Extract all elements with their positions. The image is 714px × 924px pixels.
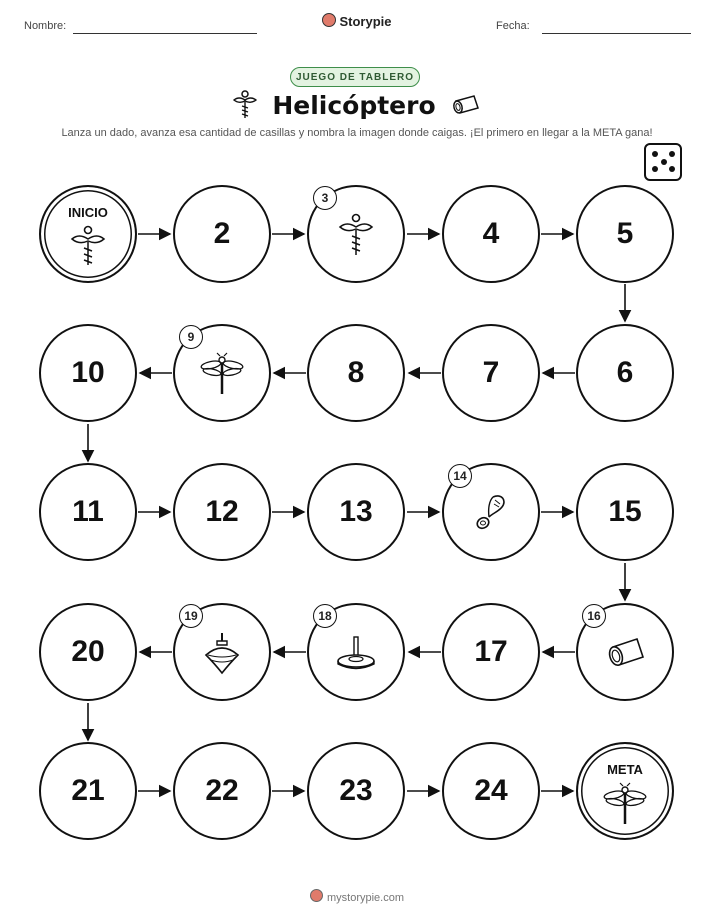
dragonfly-icon xyxy=(603,782,647,826)
corkscrew-icon xyxy=(66,225,110,269)
footer-url[interactable]: mystorypie.com xyxy=(326,892,405,904)
spinning-top-icon xyxy=(200,631,244,675)
cell-badge: 3 xyxy=(313,186,337,210)
cell-badge: 9 xyxy=(179,325,203,349)
board-cell-17 xyxy=(442,603,540,701)
board-cell-20 xyxy=(39,603,137,701)
dragonfly-icon xyxy=(200,352,244,396)
brand-name: Storypie xyxy=(339,14,392,29)
instructions: Lanza un dado, avanza esa cantidad de casillas y nombra la imagen donde caigas. ¡El primero en llegar a la META gana! xyxy=(61,127,653,139)
category-badge: JUEGO DE TABLERO xyxy=(290,67,420,87)
board-cell-3 xyxy=(307,185,405,283)
cell-number: 20 xyxy=(71,635,105,668)
cell-number: 21 xyxy=(71,774,105,807)
board-cell-11 xyxy=(39,463,137,561)
cell-number: 13 xyxy=(339,495,373,528)
tube-icon xyxy=(603,631,647,675)
cell-number: 17 xyxy=(474,635,508,668)
footer xyxy=(0,889,714,904)
board-cell-7 xyxy=(442,324,540,422)
cell-badge: 16 xyxy=(582,604,606,628)
cell-number: 2 xyxy=(213,217,231,250)
cell-number: 6 xyxy=(616,356,634,389)
cell-badge: 14 xyxy=(448,464,472,488)
page-title: Helicóptero xyxy=(272,90,436,120)
spinning-disc-icon xyxy=(334,631,378,675)
board-cell-19 xyxy=(173,603,271,701)
start-label: INICIO xyxy=(68,205,108,220)
board-cell-12 xyxy=(173,463,271,561)
board-cell-21 xyxy=(39,742,137,840)
board-cell-8 xyxy=(307,324,405,422)
board-cell-13 xyxy=(307,463,405,561)
board-cell-15 xyxy=(576,463,674,561)
board-cell-2 xyxy=(173,185,271,283)
cell-number: 7 xyxy=(482,356,500,389)
board-cell-6 xyxy=(576,324,674,422)
cell-number: 10 xyxy=(71,356,105,389)
goal-label: META xyxy=(607,762,643,777)
board-cell-9 xyxy=(173,324,271,422)
board-cell-23 xyxy=(307,742,405,840)
cell-number: 5 xyxy=(616,217,634,250)
cell-number: 4 xyxy=(482,217,500,250)
board-cell-14 xyxy=(442,463,540,561)
start-cell xyxy=(39,185,137,283)
cell-badge: 18 xyxy=(313,604,337,628)
cell-badge: 19 xyxy=(179,604,203,628)
corkscrew-icon xyxy=(334,213,378,257)
board-cell-5 xyxy=(576,185,674,283)
cell-number: 15 xyxy=(608,495,642,528)
storypie-logo-icon xyxy=(310,889,323,902)
board-cell-16 xyxy=(576,603,674,701)
cell-number: 22 xyxy=(205,774,239,807)
board-cell-4 xyxy=(442,185,540,283)
goal-cell xyxy=(576,742,674,840)
cell-number: 8 xyxy=(347,356,365,389)
board-cell-24 xyxy=(442,742,540,840)
board-cell-22 xyxy=(173,742,271,840)
board-cell-10 xyxy=(39,324,137,422)
board-cell-18 xyxy=(307,603,405,701)
cell-number: 12 xyxy=(205,495,239,528)
cell-number: 11 xyxy=(72,495,104,528)
maple-seed-icon xyxy=(469,491,513,535)
date-label: Fecha: xyxy=(496,20,530,32)
cell-number: 23 xyxy=(339,774,373,807)
cell-number: 24 xyxy=(474,774,508,807)
name-label: Nombre: xyxy=(24,20,67,32)
